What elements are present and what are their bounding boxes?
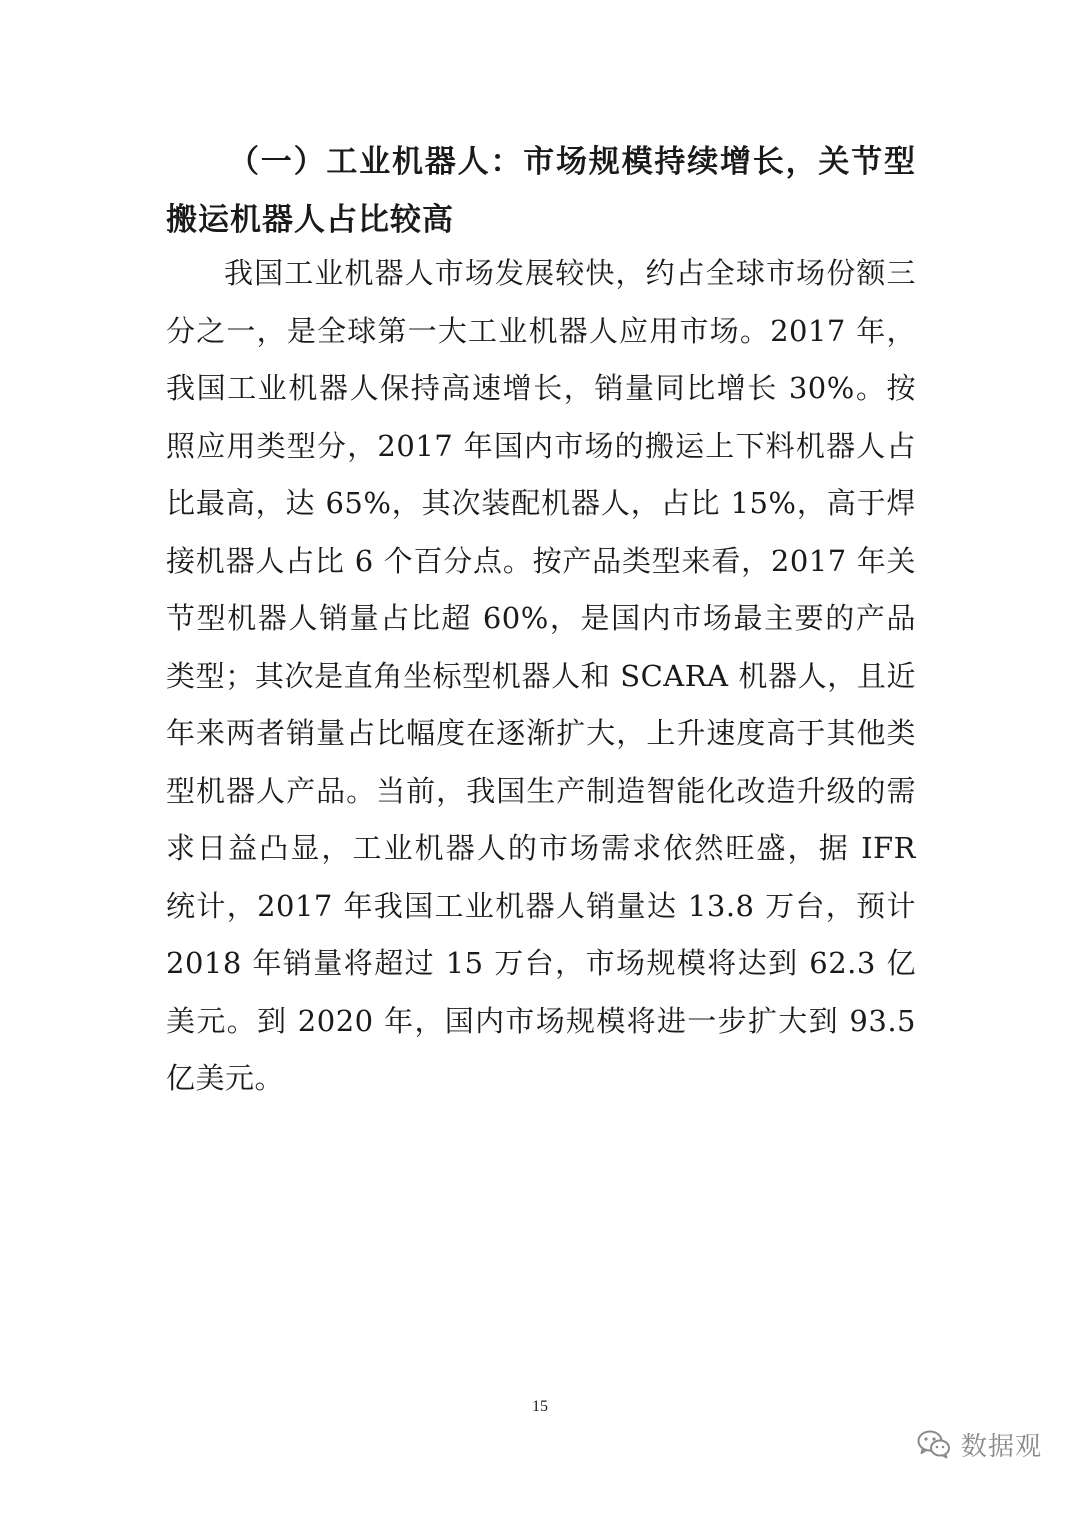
section-heading: （一）工业机器人：市场规模持续增长，关节型搬运机器人占比较高 [166,144,916,238]
watermark-text: 数据观 [960,1431,1042,1462]
page-number: 15 [532,1398,548,1415]
body-paragraph: 我国工业机器人市场发展较快，约占全球市场份额三分之一，是全球第一大工业机器人应用市场。2017 年，我国工业机器人保持高速增长，销量同比增长 30%。按照应用类型分，2017 年国内市场的搬运上下料机器人占比最高，达 65%，其次装配机器人，占比 15%，高于焊接机器人占比 6 个百分点。按产品类型来看，2017 年关节型机器人销量占比超 60%，是国内市场最主要的产品类型；其次是直角坐标型机器人和 SCARA 机器人，且近年来两者销量占比幅度在逐渐扩大，上升速度高于其他类型机器人产品。当前，我国生产制造智能化改造升级的需求日益凸显，工业机器人的市场需求依然旺盛，据 IFR 统计，2017 年我国工业机器人销量达 13.8 万台，预计 2018 年销量将超过 15 万台，市场规模将达到 62.3 亿美元。到 2020 年，国内市场规模将进一步扩大到 93.5 亿美元。 [166,256,916,1095]
source-watermark [917,1424,1042,1464]
wechat-icon [917,1429,951,1459]
